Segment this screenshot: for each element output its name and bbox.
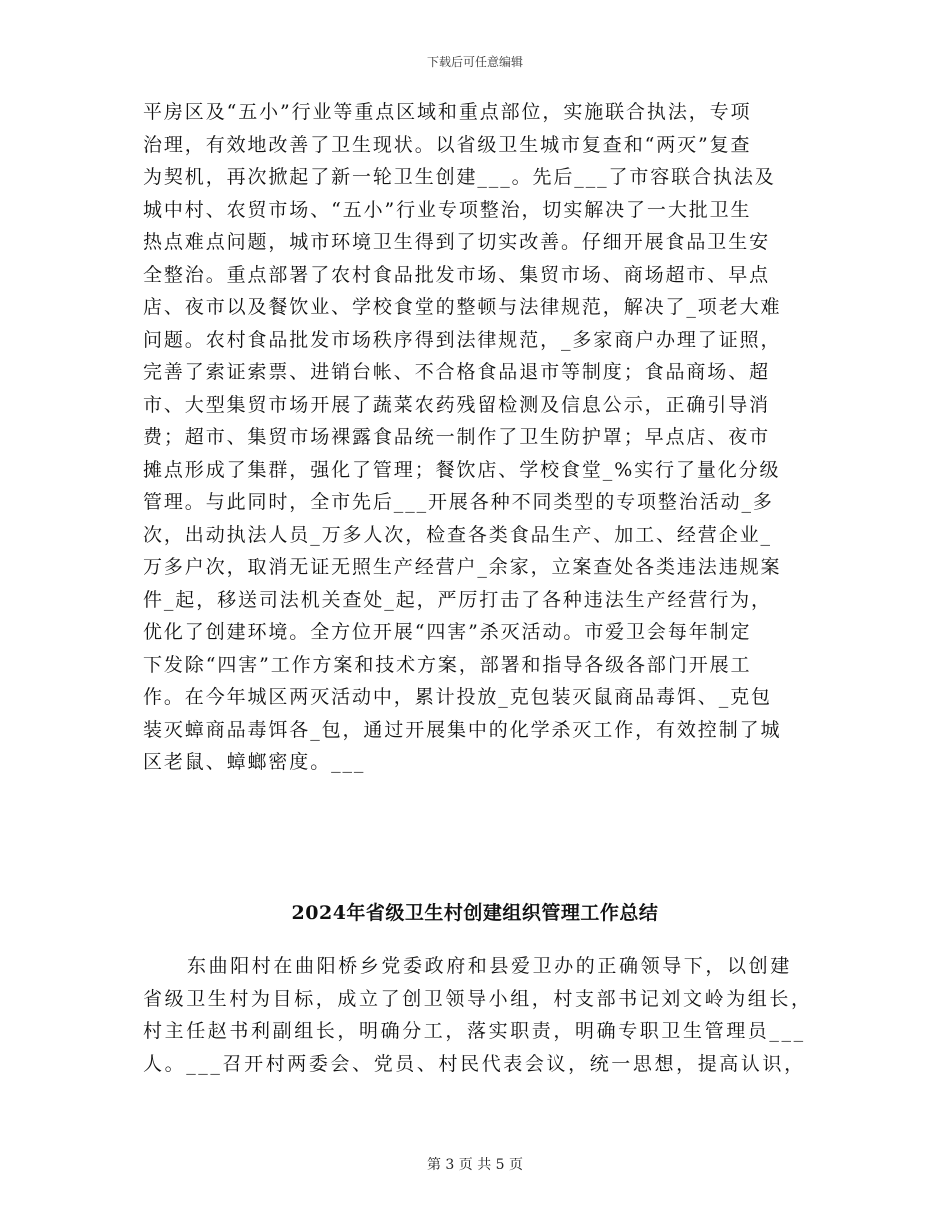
text-line: 管理。与此同时，全市先后___开展各种不同类型的专项整治活动_多 bbox=[143, 491, 774, 513]
text-line: 村主任赵书利副组长，明确分工，落实职责，明确专职卫生管理员___ bbox=[143, 1020, 806, 1042]
text-line: 下发除“四害”工作方案和技术方案，部署和指导各级各部门开展工 bbox=[143, 653, 752, 676]
text-line: 区老鼠、蟑螂密度。___ bbox=[143, 751, 366, 773]
text-line: 市、大型集贸市场开展了蔬菜农药残留检测及信息公示，正确引导消 bbox=[143, 393, 771, 416]
text-line: 作。在今年城区两灭活动中，累计投放_克包装灭鼠商品毒饵、_克包 bbox=[143, 686, 772, 708]
text-line: 件_起，移送司法机关查处_起，严厉打击了各种违法生产经营行为， bbox=[143, 588, 772, 611]
text-line: 城中村、农贸市场、“五小”行业专项整治，切实解决了一大批卫生 bbox=[143, 198, 752, 221]
text-line: 治理，有效地改善了卫生现状。以省级卫生城市复查和“两灭”复查 bbox=[143, 133, 752, 156]
text-line: 店、夜市以及餐饮业、学校食堂的整顿与法律规范，解决了_项老大难 bbox=[143, 296, 782, 318]
paragraph-section bbox=[143, 950, 843, 1080]
text-line: 热点难点问题，城市环境卫生得到了切实改善。仔细开展食品卫生安 bbox=[143, 231, 771, 253]
text-line: 东曲阳村在曲阳桥乡党委政府和县爱卫办的正确领导下，以创建 bbox=[187, 955, 792, 977]
text-line: 次，出动执法人员_万多人次，检查各类食品生产、加工、经营企业_ bbox=[143, 523, 772, 546]
text-line: 为契机，再次掀起了新一轮卫生创建___。先后___了市容联合执法及 bbox=[143, 166, 776, 188]
page-header: 下载后可任意编辑 bbox=[426, 55, 523, 69]
text-line: 问题。农村食品批发市场秩序得到法律规范，_多家商户办理了证照， bbox=[143, 328, 782, 351]
page-footer: 第 3 页 共 5 页 bbox=[426, 1157, 524, 1173]
text-line: 费；超市、集贸市场裸露食品统一制作了卫生防护罩；早点店、夜市 bbox=[143, 426, 771, 448]
paragraph-continued bbox=[143, 96, 823, 779]
text-line: 省级卫生村为目标，成立了创卫领导小组，村支部书记刘文岭为组长， bbox=[143, 987, 813, 1010]
text-line: 装灭蟑商品毒饵各_包，通过开展集中的化学杀灭工作，有效控制了城 bbox=[143, 718, 782, 741]
text-line: 摊点形成了集群，强化了管理；餐饮店、学校食堂_%实行了量化分级 bbox=[143, 458, 781, 481]
text-line: 全整治。重点部署了农村食品批发市场、集贸市场、商场超市、早点 bbox=[143, 263, 771, 286]
text-line: 平房区及“五小”行业等重点区域和重点部位，实施联合执法，专项 bbox=[143, 101, 752, 123]
text-line: 优化了创建环境。全方位开展“四害”杀灭活动。市爱卫会每年制定 bbox=[143, 621, 752, 643]
text-line: 人。___召开村两委会、党员、村民代表会议，统一思想，提高认识， bbox=[143, 1052, 806, 1075]
text-line: 万多户次，取消无证无照生产经营户_余家，立案查处各类违法违规案 bbox=[143, 556, 782, 578]
section-title: 2024年省级卫生村创建组织管理工作总结 bbox=[291, 902, 659, 924]
text-line: 完善了索证索票、进销台帐、不合格食品退市等制度；食品商场、超 bbox=[143, 361, 771, 383]
